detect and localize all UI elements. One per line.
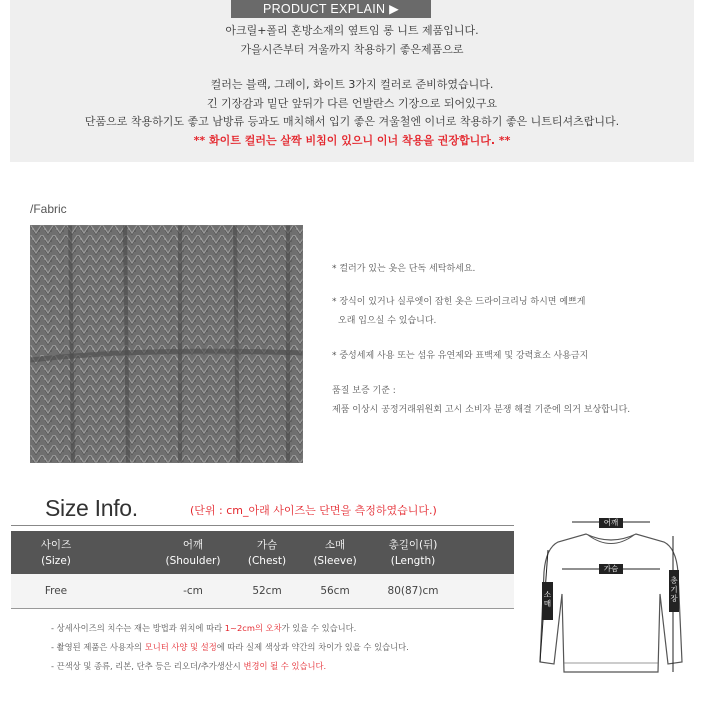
- fabric-texture-image: [30, 225, 303, 463]
- description-line: 아크릴+폴리 혼방소재의 옆트임 롱 니트 제품입니다.: [225, 24, 479, 37]
- description-line: 컬러는 블랙, 그레이, 화이트 3가지 컬러로 준비하였습니다.: [210, 78, 494, 91]
- cell-chest: 52cm: [252, 585, 282, 597]
- size-notes: [51, 619, 409, 676]
- divider: [11, 608, 514, 609]
- note-line: - 촬영된 제품은 사용자의 모니터 사양 및 설정에 따라 실제 색상과 약간의 차이가 있을 수 있습니다.: [51, 642, 409, 652]
- header-length: 총길이(뒤) (Length): [388, 539, 438, 567]
- description-line: 긴 기장감과 밑단 앞뒤가 다른 언발란스 기장으로 되어있구요: [206, 96, 498, 110]
- product-explain-section: [10, 0, 694, 162]
- care-line: 오래 입으실 수 있습니다.: [338, 316, 437, 326]
- length-label: 총기장: [669, 570, 679, 612]
- note-line: - 상세사이즈의 치수는 재는 방법과 위치에 따라 1~2cm의 오차가 있을 수 있습니다.: [51, 623, 357, 633]
- header-chest: 가슴 (Chest): [247, 539, 287, 567]
- quality-guarantee-title: 품질 보증 기준 :: [332, 386, 396, 396]
- size-unit-note: (단위 : cm_아래 사이즈는 단면을 측정하였습니다.): [190, 504, 437, 517]
- product-description: [10, 22, 694, 150]
- sweater-measurement-diagram: [536, 512, 686, 682]
- sleeve-label: 소매: [542, 582, 553, 620]
- description-line: 단품으로 착용하기도 좋고 남방류 등과도 매치해서 입기 좋은 겨울철엔 이너로 착용하기 좋은 니트티셔츠랍니다.: [84, 115, 620, 128]
- fabric-label: /Fabric: [30, 202, 67, 216]
- header-shoulder: 어깨 (Shoulder): [165, 539, 221, 567]
- size-info-title: Size Info.: [45, 495, 138, 521]
- description-line: 가을시즌부터 겨울까지 착용하기 좋은제품으로: [240, 42, 464, 56]
- white-color-warning: ** 화이트 컬러는 살짝 비침이 있으니 이너 착용을 권장합니다. **: [193, 133, 511, 147]
- divider: [11, 525, 514, 526]
- cell-shoulder: -cm: [183, 585, 203, 597]
- header-size: 사이즈 (Size): [40, 539, 72, 567]
- size-table-header: [11, 531, 514, 574]
- chest-label: 가슴: [599, 564, 623, 574]
- note-line: - 끈색상 및 종류, 리본, 단추 등은 리오더/추가생산시 변경이 될 수 있습니다.: [51, 661, 327, 671]
- quality-guarantee-text: 제품 이상시 공정거래위원회 고시 소비자 분쟁 해결 기준에 의거 보상합니다.: [332, 405, 631, 415]
- cell-length: 80(87)cm: [387, 585, 439, 597]
- sweater-outline-icon: [536, 512, 686, 682]
- care-line: * 컬러가 있는 옷은 단독 세탁하세요.: [332, 264, 476, 274]
- table-row: [11, 574, 514, 608]
- shoulder-label: 어깨: [599, 518, 623, 528]
- care-line: * 장식이 있거나 실루엣이 잡힌 옷은 드라이크리닝 하시면 예쁘게: [332, 297, 586, 307]
- product-explain-tab: PRODUCT EXPLAIN ▶: [231, 0, 431, 18]
- cell-size: Free: [44, 585, 68, 597]
- care-line: * 중성세제 사용 또는 섬유 유연제와 표백제 및 강력효소 사용금지: [332, 351, 589, 361]
- cell-sleeve: 56cm: [320, 585, 350, 597]
- header-sleeve: 소매 (Sleeve): [313, 539, 357, 567]
